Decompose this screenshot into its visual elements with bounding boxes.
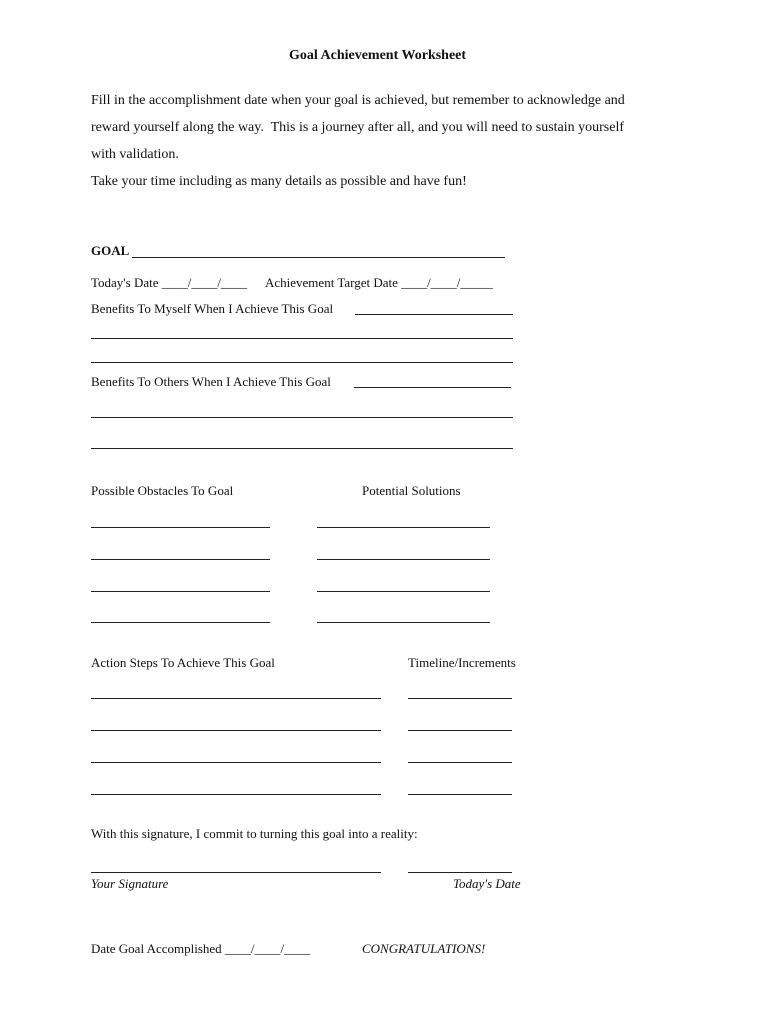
benefits-myself-line-1[interactable] (355, 314, 513, 315)
signature-date-label: Today's Date (453, 876, 521, 891)
signature-date-line[interactable] (408, 872, 512, 873)
action-step-line-4[interactable] (91, 794, 381, 795)
action-step-line-1[interactable] (91, 698, 381, 699)
action-step-line-2[interactable] (91, 730, 381, 731)
goal-label: GOAL (91, 243, 130, 258)
signature-line[interactable] (91, 872, 381, 873)
benefits-others-line-1[interactable] (354, 387, 511, 388)
congratulations-text: CONGRATULATIONS! (362, 941, 486, 956)
intro-line-2: reward yourself along the way. This is a journey after all, and you will need to sustain yourself (91, 120, 625, 135)
goal-input-line[interactable] (132, 257, 505, 258)
timeline-header: Timeline/Increments (408, 655, 516, 670)
obstacle-line-4[interactable] (91, 622, 270, 623)
obstacle-line-2[interactable] (91, 559, 270, 560)
target-date-field[interactable]: Achievement Target Date ____/____/_____ (265, 275, 493, 290)
intro-line-4: Take your time including as many details as possible and have fun! (91, 174, 467, 189)
benefits-myself-line-2[interactable] (91, 338, 513, 339)
obstacle-line-1[interactable] (91, 527, 270, 528)
todays-date-field[interactable]: Today's Date ____/____/____ (91, 275, 247, 290)
intro-line-3: with validation. (91, 147, 179, 162)
benefits-myself-label: Benefits To Myself When I Achieve This Goal (91, 301, 334, 316)
benefits-others-line-3[interactable] (91, 448, 513, 449)
benefits-others-label: Benefits To Others When I Achieve This Goal (91, 374, 331, 389)
obstacles-header: Possible Obstacles To Goal (91, 483, 234, 498)
timeline-line-1[interactable] (408, 698, 512, 699)
solution-line-3[interactable] (317, 591, 490, 592)
timeline-line-4[interactable] (408, 794, 512, 795)
timeline-line-3[interactable] (408, 762, 512, 763)
benefits-others-line-2[interactable] (91, 417, 513, 418)
page-title: Goal Achievement Worksheet (289, 48, 467, 63)
commit-statement: With this signature, I commit to turning this goal into a reality: (91, 826, 418, 841)
solutions-header: Potential Solutions (362, 483, 461, 498)
obstacle-line-3[interactable] (91, 591, 270, 592)
action-step-line-3[interactable] (91, 762, 381, 763)
solution-line-4[interactable] (317, 622, 490, 623)
timeline-line-2[interactable] (408, 730, 512, 731)
solution-line-2[interactable] (317, 559, 490, 560)
solution-line-1[interactable] (317, 527, 490, 528)
action-steps-header: Action Steps To Achieve This Goal (91, 655, 275, 670)
benefits-myself-line-3[interactable] (91, 362, 513, 363)
intro-line-1: Fill in the accomplishment date when your goal is achieved, but remember to acknowledge and (91, 93, 625, 108)
your-signature-label: Your Signature (91, 876, 169, 891)
date-accomplished-field[interactable]: Date Goal Accomplished ____/____/____ (91, 941, 311, 956)
